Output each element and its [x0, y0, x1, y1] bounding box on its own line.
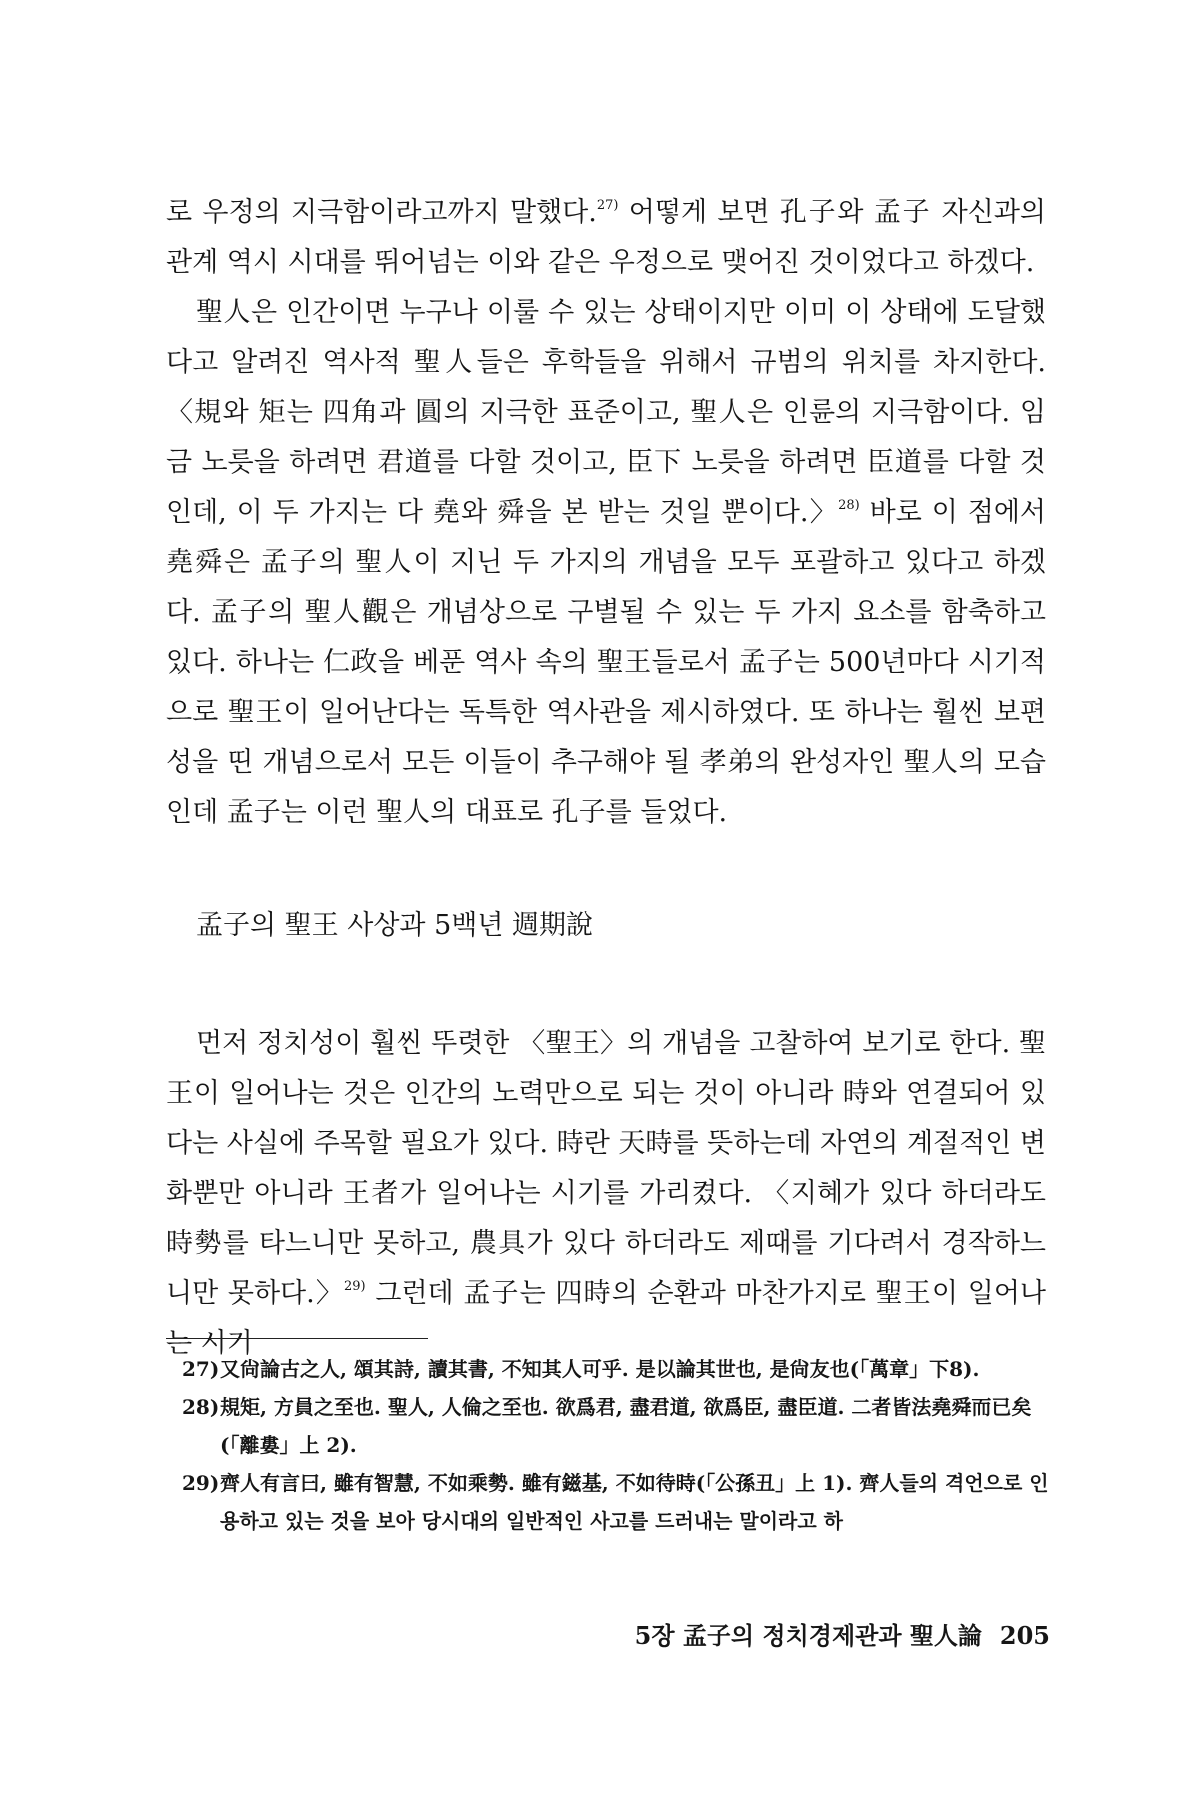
paragraph-1 — [166, 188, 1046, 288]
paragraph-3 — [166, 1019, 1046, 1369]
paragraph-2-text: 聖人은 인간이면 누구나 이룰 수 있는 상태이지만 이미 이 상태에 도달했다고 알려진 역사적 聖人들은 후학들을 위해서 규범의 위치를 차지한다. 〈規와 矩는 四角과 圓의 지극한 표준이고, 聖人은 인륜의 지극함이다. 임금 노릇을 하려면 君道를 다할 것이고, 臣下 노릇을 하려면 臣道를 다할 것인데, 이 두 가지는 다 堯와 舜을 본 받는 것일 뿐이다.〉 — [166, 297, 1046, 528]
running-footer — [600, 1618, 1050, 1654]
footnote-ref-27[interactable]: 27) — [596, 198, 619, 213]
footnote-27 — [182, 1350, 1050, 1388]
paragraph-2 — [166, 288, 1046, 838]
paragraph-1-text-cont: 어떻게 보면 孔子와 孟子 자신과의 관계 역시 시대를 뛰어넘는 이와 같은 우정으로 맺어진 것이었다고 하겠다. — [166, 197, 1047, 278]
footnote-divider — [166, 1338, 428, 1339]
paragraph-3-text-cont: 그런데 孟子는 四時의 순환과 마찬가지로 聖王이 일어나는 시기 — [166, 1278, 1046, 1359]
paragraph-3-text: 먼저 정치성이 훨씬 뚜렷한 〈聖王〉의 개념을 고찰하여 보기로 한다. 聖王이 일어나는 것은 인간의 노력만으로 되는 것이 아니라 時와 연결되어 있다는 사실에 주목할 필요가 있다. 時란 天時를 뜻하는데 자연의 계절적인 변화뿐만 아니라 王者가 일어나는 시기를 가리켰다. 〈지혜가 있다 하더라도 時勢를 타느니만 못하고, 農具가 있다 하더라도 제때를 기다려서 경작하느니만 못하다.〉 — [166, 1028, 1046, 1309]
footnote-text: 齊人有言曰, 雖有智慧, 不如乘勢. 雖有鎡基, 不如待時(「公孫丑」上 1). 齊人들의 격언으로 인용하고 있는 것을 보아 당시대의 일반적인 사고를 드러내는 말이라고 하 — [220, 1471, 1049, 1533]
footnote-29 — [182, 1464, 1050, 1540]
footnote-number: 28) — [182, 1395, 220, 1419]
footnote-28 — [182, 1388, 1050, 1464]
chapter-title: 5장 孟子의 정치경제관과 聖人論 — [634, 1621, 982, 1650]
footnotes — [182, 1350, 1050, 1540]
footnote-number: 29) — [182, 1471, 220, 1495]
footnote-ref-29[interactable]: 29) — [344, 1279, 366, 1294]
footnote-text: 規矩, 方員之至也. 聖人, 人倫之至也. 欲爲君, 盡君道, 欲爲臣, 盡臣道. 二者皆法堯舜而已矣(「離婁」上 2). — [220, 1395, 1032, 1457]
page-number: 205 — [999, 1621, 1050, 1650]
body-text-top — [166, 188, 1046, 838]
footnote-text: 又尙論古之人, 頌其詩, 讀其書, 不知其人可乎. 是以論其世也, 是尙友也(「萬章」下8). — [220, 1357, 980, 1381]
body-text-bottom — [166, 992, 1046, 1396]
section-heading: 孟子의 聖王 사상과 5백년 週期說 — [196, 910, 593, 941]
footnote-number: 27) — [182, 1357, 220, 1381]
footnote-ref-28[interactable]: 28) — [838, 498, 860, 513]
paragraph-2-text-cont: 바로 이 점에서 堯舜은 孟子의 聖人이 지닌 두 가지의 개념을 모두 포괄하고 있다고 하겠다. 孟子의 聖人觀은 개념상으로 구별될 수 있는 두 가지 요소를 함축하고 있다. 하나는 仁政을 베푼 역사 속의 聖王들로서 孟子는 500년마다 시기적으로 聖王이 일어난다는 독특한 역사관을 제시하였다. 또 하나는 훨씬 보편성을 띤 개념으로서 모든 이들이 추구해야 될 孝弟의 완성자인 聖人의 모습인데 孟子는 이런 聖人의 대표로 孔子를 들었다. — [166, 497, 1046, 828]
paragraph-1-text: 로 우정의 지극함이라고까지 말했다. — [166, 197, 597, 228]
